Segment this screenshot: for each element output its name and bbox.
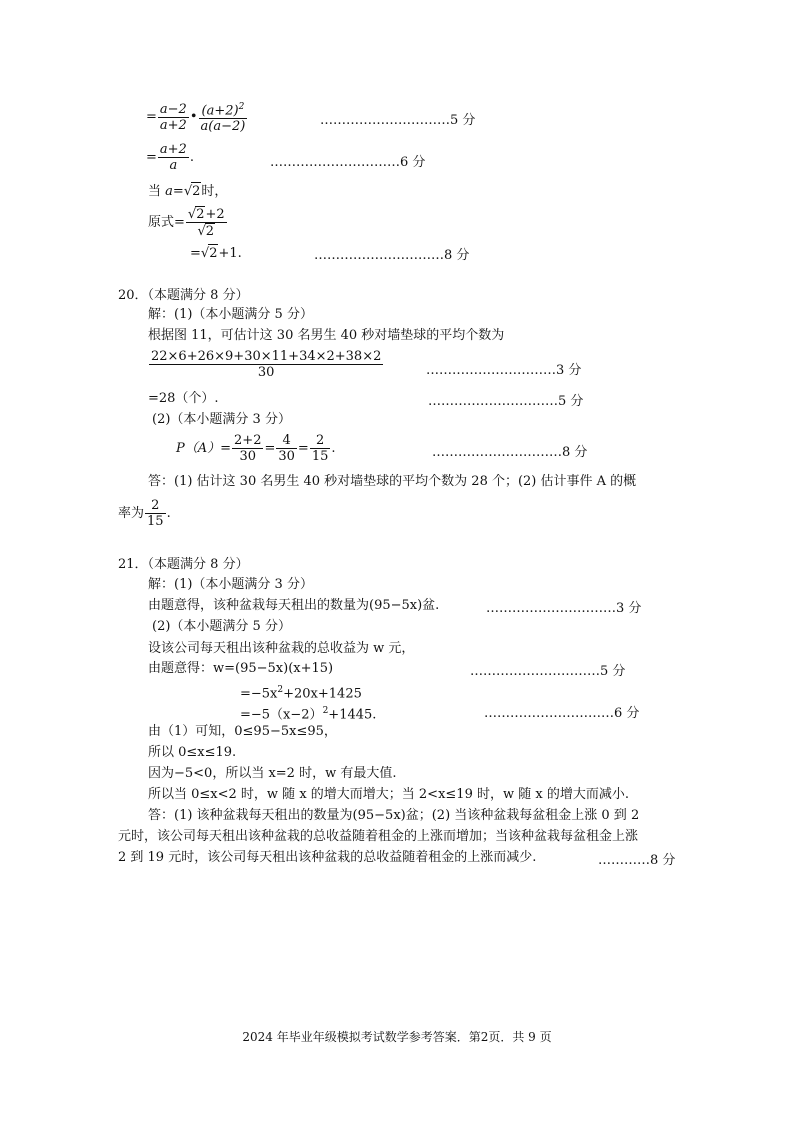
q21-define: 设该公司每天租出该种盆栽的总收益为 w 元，	[148, 641, 415, 656]
q19-substitute: 当 a=√2时，	[148, 184, 228, 199]
page-footer: 2024 年毕业年级模拟考试数学参考答案．第2页．共 9 页	[242, 1030, 552, 1044]
q20-answer-line2: 率为 $\frac{2}{15}$ .	[118, 498, 171, 529]
sqrt-symbol: √2	[200, 246, 218, 261]
q20-probability: P（A）= $\frac{2+2}{30}$ = $\frac{4}{30}$ = $\frac{2}{15}$ .	[176, 433, 336, 464]
q21-answer-line1: 答：(1) 该种盆栽每天租出的数量为(95−5x)盆；(2) 当该种盆栽每盆租金上涨 0 到 2	[148, 808, 640, 823]
score-marker: …………………………8 分	[432, 445, 588, 460]
q20-heading: 20．（本题满分 8 分）	[118, 288, 249, 303]
sqrt-symbol: √2	[183, 184, 201, 199]
q21-expand: $=-5x^2+20x+1425$	[240, 685, 362, 702]
q21-part1: 解：(1)（本小题满分 3 分）	[148, 577, 313, 592]
score-marker: …………………………5 分	[428, 394, 584, 409]
fraction: $\frac{a-2}{a+2}$	[159, 101, 187, 133]
q21-max: 因为−5<0，所以当 x=2 时，w 有最大值.	[148, 766, 397, 781]
q20-text: 根据图 11，可估计这 30 名男生 40 秒对墙垫球的平均个数为	[148, 328, 505, 343]
score-marker: …………………………6 分	[270, 155, 426, 170]
fraction: $\frac{a+2}{a}$	[159, 142, 187, 173]
q21-answer-line3: 2 到 19 元时，该公司每天租出该种盆栽的总收益随着租金的上涨而减少.	[118, 850, 537, 865]
q20-result: =28（个）.	[148, 391, 219, 406]
score-marker: …………………………3 分	[486, 601, 642, 616]
score-marker: …………………………5 分	[470, 664, 626, 679]
fraction: $\frac{(a+2)^2}{a(a-2)}$	[200, 102, 246, 135]
q21-text: 由题意得，该种盆栽每天租出的数量为(95−5x)盆.	[148, 598, 440, 613]
q19-original: 原式= $\frac{√2+2}{√2}$	[148, 207, 225, 239]
q20-part1: 解：(1)（本小题满分 5 分）	[148, 307, 313, 322]
q19-step-5: = $\frac{a-2}{a+2}$ • $\frac{(a+2)^2}{a(a-2)}$	[146, 101, 246, 135]
q20-answer-line1: 答：(1) 估计这 30 名男生 40 秒对墙垫球的平均个数为 28 个；(2) 估计事件 A 的概	[148, 474, 637, 489]
score-marker: …………………………6 分	[484, 706, 640, 721]
q19-step-6: = $\frac{a+2}{a}$ .	[146, 142, 194, 173]
fraction: $\frac{√2+2}{√2}$	[187, 207, 225, 239]
fraction: $\frac{4}{30}$	[278, 433, 295, 464]
fraction: $\frac{2}{15}$	[147, 498, 164, 529]
q21-part2: (2)（本小题满分 5 分）	[152, 619, 291, 634]
q21-answer-line2: 元时，该公司每天租出该种盆栽的总收益随着租金的上涨而增加；当该种盆栽每盆租金上涨	[118, 829, 639, 844]
q21-range: 由（1）可知，0≤95−5x≤95，	[148, 724, 337, 739]
fraction: $\frac{2}{15}$	[311, 433, 329, 464]
q20-mean-fraction	[148, 349, 384, 380]
q21-monotonic: 所以当 0≤x<2 时，w 随 x 的增大而增大；当 2<x≤19 时，w 随 x 的增大而减小.	[148, 787, 629, 802]
fraction: $\frac{22\times 6+26\times 9+30\times 11+34\times 2+38\times 2}{30}$	[151, 349, 382, 380]
score-marker: …………………………8 分	[314, 248, 470, 263]
q20-part2: (2)（本小题满分 3 分）	[152, 412, 291, 427]
q19-final: =√2+1.	[190, 246, 242, 261]
fraction: $\frac{2+2}{30}$	[234, 433, 262, 464]
score-marker: …………8 分	[598, 853, 676, 868]
q21-heading: 21．（本题满分 8 分）	[118, 557, 249, 572]
score-marker: …………………………5 分	[320, 113, 476, 128]
q21-equation: 由题意得：w=(95−5x)(x+15)	[148, 661, 334, 676]
q21-vertex-form: $=-5(x-2)^2+1445$.	[240, 706, 377, 723]
q21-range-x: 所以 0≤x≤19.	[148, 745, 237, 760]
score-marker: …………………………3 分	[426, 363, 582, 378]
